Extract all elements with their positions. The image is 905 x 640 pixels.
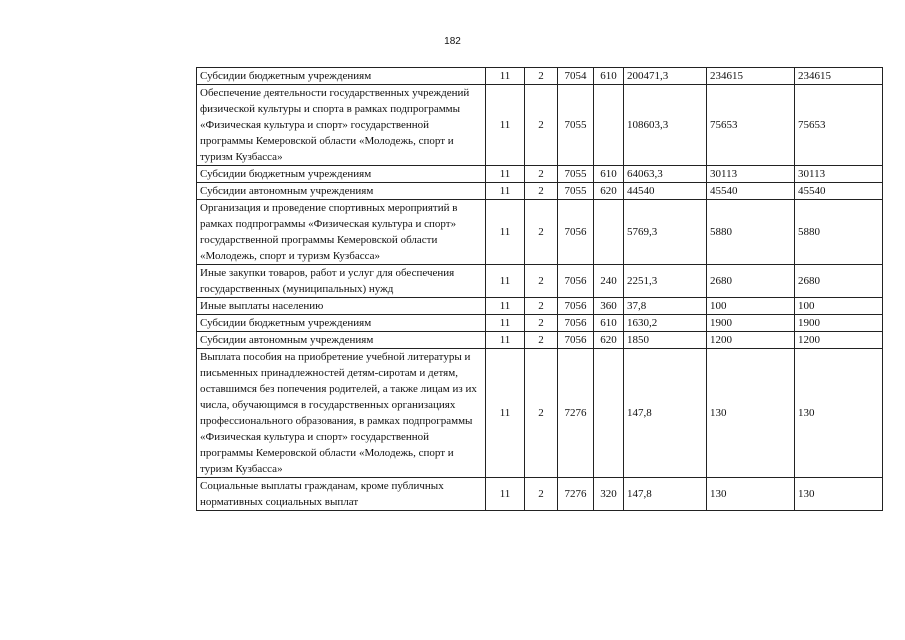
expense-type-code <box>594 200 624 265</box>
subsection-code: 2 <box>525 200 558 265</box>
target-item-code: 7055 <box>558 85 594 166</box>
row-name: Субсидии бюджетным учреждениям <box>197 68 486 85</box>
expense-type-code <box>594 349 624 478</box>
row-name: Выплата пособия на приобретение учебной литературы и письменных принадлежностей детям-сиротам и детям, оставшимся без попечения родителей, а также лицам из их числа, обучающимся в государственных организациях профессионального образования, в рамках подпрограммы «Физическая культура и спорт» государственной программы Кемеровской области «Молодежь, спорт и туризм Кузбасса» <box>197 349 486 478</box>
subsection-code: 2 <box>525 166 558 183</box>
amount-1: 147,8 <box>624 349 707 478</box>
section-code: 11 <box>486 200 525 265</box>
amount-2: 75653 <box>707 85 795 166</box>
amount-2: 130 <box>707 349 795 478</box>
page-number: 182 <box>444 36 461 47</box>
table-row <box>197 478 883 511</box>
amount-3: 30113 <box>795 166 883 183</box>
target-item-code: 7056 <box>558 315 594 332</box>
row-name: Субсидии автономным учреждениям <box>197 183 486 200</box>
section-code: 11 <box>486 166 525 183</box>
table-row <box>197 166 883 183</box>
amount-1: 1850 <box>624 332 707 349</box>
subsection-code: 2 <box>525 478 558 511</box>
table-row <box>197 183 883 200</box>
amount-3: 45540 <box>795 183 883 200</box>
subsection-code: 2 <box>525 183 558 200</box>
amount-2: 5880 <box>707 200 795 265</box>
section-code: 11 <box>486 478 525 511</box>
amount-3: 130 <box>795 478 883 511</box>
amount-2: 2680 <box>707 265 795 298</box>
subsection-code: 2 <box>525 315 558 332</box>
expense-type-code: 610 <box>594 315 624 332</box>
amount-3: 100 <box>795 298 883 315</box>
section-code: 11 <box>486 298 525 315</box>
amount-1: 108603,3 <box>624 85 707 166</box>
row-name: Иные выплаты населению <box>197 298 486 315</box>
row-name: Обеспечение деятельности государственных учреждений физической культуры и спорта в рамках подпрограммы «Физическая культура и спорт» государственной программы Кемеровской области «Молодежь, спорт и туризм Кузбасса» <box>197 85 486 166</box>
amount-3: 1900 <box>795 315 883 332</box>
target-item-code: 7054 <box>558 68 594 85</box>
table-row <box>197 298 883 315</box>
amount-3: 234615 <box>795 68 883 85</box>
subsection-code: 2 <box>525 265 558 298</box>
amount-1: 147,8 <box>624 478 707 511</box>
section-code: 11 <box>486 68 525 85</box>
expense-type-code: 320 <box>594 478 624 511</box>
amount-1: 200471,3 <box>624 68 707 85</box>
row-name: Социальные выплаты гражданам, кроме публичных нормативных социальных выплат <box>197 478 486 511</box>
target-item-code: 7055 <box>558 166 594 183</box>
table-row <box>197 349 883 478</box>
table-row <box>197 68 883 85</box>
amount-3: 130 <box>795 349 883 478</box>
amount-3: 1200 <box>795 332 883 349</box>
row-name: Субсидии бюджетным учреждениям <box>197 315 486 332</box>
row-name: Субсидии бюджетным учреждениям <box>197 166 486 183</box>
expense-type-code: 360 <box>594 298 624 315</box>
budget-table <box>196 67 883 511</box>
table-row <box>197 315 883 332</box>
amount-3: 75653 <box>795 85 883 166</box>
section-code: 11 <box>486 265 525 298</box>
amount-1: 64063,3 <box>624 166 707 183</box>
section-code: 11 <box>486 332 525 349</box>
expense-type-code: 240 <box>594 265 624 298</box>
amount-2: 45540 <box>707 183 795 200</box>
section-code: 11 <box>486 315 525 332</box>
target-item-code: 7276 <box>558 478 594 511</box>
expense-type-code: 620 <box>594 183 624 200</box>
subsection-code: 2 <box>525 68 558 85</box>
amount-1: 1630,2 <box>624 315 707 332</box>
amount-2: 1900 <box>707 315 795 332</box>
subsection-code: 2 <box>525 349 558 478</box>
target-item-code: 7056 <box>558 200 594 265</box>
amount-1: 44540 <box>624 183 707 200</box>
subsection-code: 2 <box>525 298 558 315</box>
amount-1: 2251,3 <box>624 265 707 298</box>
amount-1: 37,8 <box>624 298 707 315</box>
row-name: Иные закупки товаров, работ и услуг для обеспечения государственных (муниципальных) нужд <box>197 265 486 298</box>
amount-1: 5769,3 <box>624 200 707 265</box>
target-item-code: 7056 <box>558 265 594 298</box>
expense-type-code: 610 <box>594 166 624 183</box>
table-row <box>197 200 883 265</box>
table-row <box>197 85 883 166</box>
amount-2: 234615 <box>707 68 795 85</box>
expense-type-code: 610 <box>594 68 624 85</box>
amount-2: 100 <box>707 298 795 315</box>
expense-type-code: 620 <box>594 332 624 349</box>
target-item-code: 7055 <box>558 183 594 200</box>
section-code: 11 <box>486 349 525 478</box>
expense-type-code <box>594 85 624 166</box>
amount-2: 1200 <box>707 332 795 349</box>
target-item-code: 7276 <box>558 349 594 478</box>
target-item-code: 7056 <box>558 298 594 315</box>
amount-3: 2680 <box>795 265 883 298</box>
subsection-code: 2 <box>525 85 558 166</box>
row-name: Организация и проведение спортивных мероприятий в рамках подпрограммы «Физическая культура и спорт» государственной программы Кемеровской области «Молодежь, спорт и туризм Кузбасса» <box>197 200 486 265</box>
amount-2: 30113 <box>707 166 795 183</box>
subsection-code: 2 <box>525 332 558 349</box>
target-item-code: 7056 <box>558 332 594 349</box>
amount-3: 5880 <box>795 200 883 265</box>
table-row <box>197 332 883 349</box>
amount-2: 130 <box>707 478 795 511</box>
section-code: 11 <box>486 85 525 166</box>
row-name: Субсидии автономным учреждениям <box>197 332 486 349</box>
section-code: 11 <box>486 183 525 200</box>
table-row <box>197 265 883 298</box>
